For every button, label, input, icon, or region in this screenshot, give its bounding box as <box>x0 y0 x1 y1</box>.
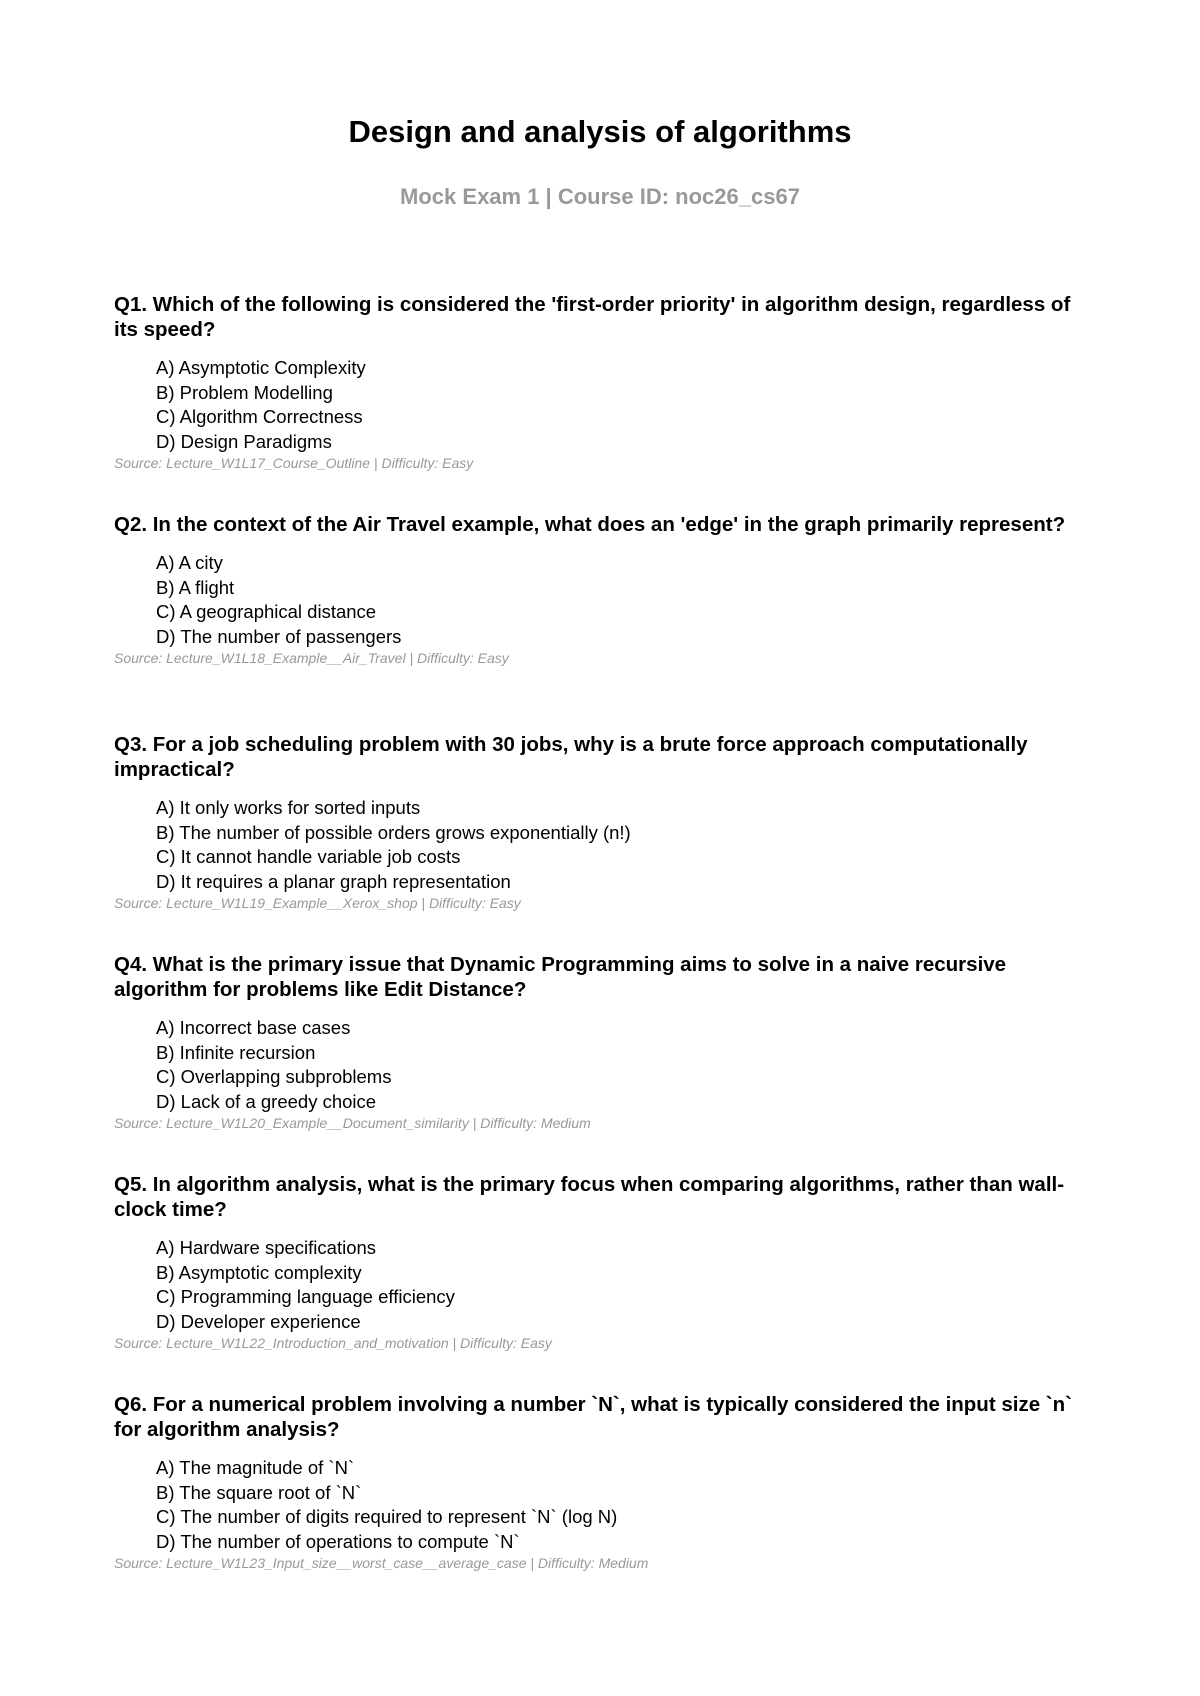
question-source: Source: Lecture_W1L18_Example__Air_Travel | Difficulty: Easy <box>114 650 509 666</box>
question-source: Source: Lecture_W1L22_Introduction_and_motivation | Difficulty: Easy <box>114 1335 552 1351</box>
option-d: D) Lack of a greedy choice <box>156 1090 377 1112</box>
option-list <box>114 796 1094 894</box>
question-source: Source: Lecture_W1L17_Course_Outline | Difficulty: Easy <box>114 455 474 471</box>
option-c: C) Overlapping subproblems <box>156 1066 392 1087</box>
option-a: A) A city <box>156 552 223 573</box>
question-1 <box>114 292 1094 512</box>
question-text: Q2. In the context of the Air Travel example, what does an 'edge' in the graph primarily represent? <box>114 513 1066 536</box>
option-b: B) Infinite recursion <box>156 1041 316 1063</box>
question-text: Q3. For a job scheduling problem with 30 jobs, why is a brute force approach computationally impractical? <box>114 733 1028 781</box>
option-a: A) The magnitude of `N` <box>156 1457 355 1478</box>
option-c: C) It cannot handle variable job costs <box>156 846 461 867</box>
option-a: A) It only works for sorted inputs <box>156 797 421 818</box>
question-text: Q1. Which of the following is considered the 'first-order priority' in algorithm design, regardless of its speed? <box>114 293 1071 341</box>
option-c: C) The number of digits required to represent `N` (log N) <box>156 1506 618 1527</box>
option-d: D) The number of passengers <box>156 625 402 647</box>
question-list <box>114 292 1094 1612</box>
option-d: D) It requires a planar graph representation <box>156 870 511 892</box>
question-5 <box>114 1172 1094 1392</box>
question-source: Source: Lecture_W1L19_Example__Xerox_shop | Difficulty: Easy <box>114 895 521 911</box>
option-list <box>114 356 1094 454</box>
document-title: Design and analysis of algorithms <box>348 114 852 149</box>
option-b: B) Asymptotic complexity <box>156 1261 362 1283</box>
option-a: A) Hardware specifications <box>156 1237 377 1258</box>
option-c: C) Programming language efficiency <box>156 1286 455 1307</box>
question-3 <box>114 732 1094 952</box>
question-6 <box>114 1392 1094 1612</box>
option-b: B) A flight <box>156 576 235 598</box>
question-source: Source: Lecture_W1L23_Input_size__worst_case__average_case | Difficulty: Medium <box>114 1555 649 1571</box>
option-c: C) Algorithm Correctness <box>156 406 363 427</box>
question-4 <box>114 952 1094 1172</box>
option-b: B) The number of possible orders grows exponentially (n!) <box>156 821 631 843</box>
question-text: Q5. In algorithm analysis, what is the primary focus when comparing algorithms, rather than wall-clock time? <box>114 1173 1065 1221</box>
option-b: B) The square root of `N` <box>156 1481 362 1503</box>
question-text: Q4. What is the primary issue that Dynamic Programming aims to solve in a naive recursive algorithm for problems like Edit Distance? <box>114 953 1007 1001</box>
option-list <box>114 551 1094 649</box>
option-list <box>114 1456 1094 1554</box>
option-a: A) Incorrect base cases <box>156 1017 351 1038</box>
option-list <box>114 1236 1094 1334</box>
option-c: C) A geographical distance <box>156 601 377 622</box>
option-d: D) Developer experience <box>156 1310 361 1332</box>
question-2 <box>114 512 1094 732</box>
document-subtitle: Mock Exam 1 | Course ID: noc26_cs67 <box>400 184 800 209</box>
option-list <box>114 1016 1094 1114</box>
option-a: A) Asymptotic Complexity <box>156 357 366 378</box>
option-d: D) The number of operations to compute `N` <box>156 1530 520 1552</box>
option-d: D) Design Paradigms <box>156 430 332 452</box>
question-text: Q6. For a numerical problem involving a number `N`, what is typically considered the input size `n` for algorithm analysis? <box>114 1393 1072 1441</box>
option-b: B) Problem Modelling <box>156 381 333 403</box>
question-source: Source: Lecture_W1L20_Example__Document_similarity | Difficulty: Medium <box>114 1115 591 1131</box>
